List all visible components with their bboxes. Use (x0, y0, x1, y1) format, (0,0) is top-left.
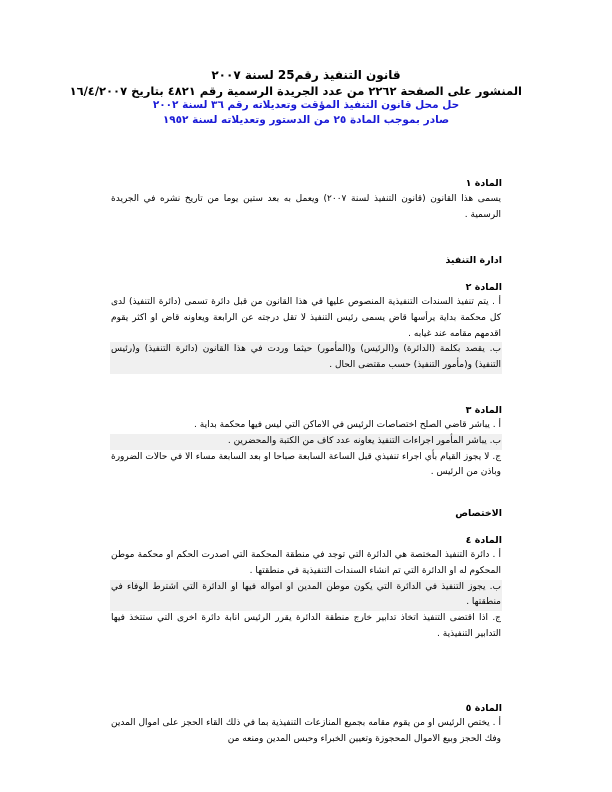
article-1-title: المادة ١ (465, 178, 502, 189)
article-3-paragraph-a: أ . يباشر قاضي الصلح اختصاصات الرئيس في الاماكن التي ليس فيها محكمة بداية . (194, 420, 501, 430)
article-2-paragraph-a: أ . يتم تنفيذ السندات التنفيذية المنصوص عليها في هذا القانون من قبل دائرة تسمى (دائرة التنفيذ) لدى كل محكمة بداية يرأسها قاض يسمى رئيس التنفيذ لا تقل درجته عن الرابعة ويعاونه قاض او اكثر يقوم اقدمهم مقامه عند غيابه . (111, 297, 501, 339)
article-1-paragraph: يسمى هذا القانون (قانون التنفيذ لسنة ٢٠٠٧) ويعمل به بعد ستين يوما من تاريخ نشره في الجريدة الرسمية . (111, 194, 501, 220)
article-4-paragraph-c: ج. اذا اقتضى التنفيذ اتخاذ تدابير خارج منطقة الدائرة يقرر الرئيس انابة دائرة اخرى التي ستتخذ فيها التدابير التنفيذية . (111, 613, 501, 639)
issued-line: صادر بموجب المادة ٢٥ من الدستور وتعديلاته لسنة ١٩٥٢ (162, 114, 450, 126)
law-title: قانون التنفيذ رقم25 لسنة ٢٠٠٧ (211, 68, 401, 82)
article-4-body (110, 548, 502, 643)
article-2-paragraph-b: ب. يقصد بكلمة (الدائرة) و(الرئيس) و(المأمور) حيثما وردت في هذا القانون (دائرة التنفيذ) و(رئيس التنفيذ) و(مأمور التنفيذ) حسب مقتضى الحال . (110, 342, 502, 374)
replaces-line: حل محل قانون التنفيذ المؤقت وتعديلاته رقم ٣٦ لسنة ٢٠٠٢ (152, 99, 460, 111)
article-5-paragraph-a: أ . يختص الرئيس او من يقوم مقامه بجميع المنازعات التنفيذية بما في ذلك القاء الحجز على اموال المدين وفك الحجز وبيع الاموال المحجوزة وتعيين الخبراء وحبس المدين ومنعه من (111, 718, 501, 744)
article-3-body (110, 418, 502, 481)
article-1-body (110, 192, 502, 224)
section-heading-jurisdiction: الاختصاص (455, 508, 502, 519)
article-2-title: المادة ٢ (465, 282, 502, 293)
article-3-title: المادة ٣ (465, 405, 502, 416)
article-4-paragraph-b: ب. يجوز التنفيذ في الدائرة التي يكون موطن المدين او امواله فيها او الدائرة التي اشترط الوفاء في منطقتها . (110, 580, 502, 612)
article-3-paragraph-b: ب. يباشر المأمور اجراءات التنفيذ يعاونه عدد كاف من الكتبة والمحضرين . (110, 434, 502, 450)
section-heading-administration: ادارة التنفيذ (445, 255, 502, 266)
article-5-body (110, 716, 502, 748)
article-2-body (110, 295, 502, 374)
article-3-paragraph-c: ج. لا يجوز القيام بأي اجراء تنفيذي قبل الساعة السابعة صباحا او بعد السابعة مساء الا في حالات الضرورة وباذن من الرئيس . (111, 451, 501, 478)
article-4-title: المادة ٤ (465, 535, 502, 546)
article-4-paragraph-a: أ . دائرة التنفيذ المختصة هي الدائرة التي توجد في منطقة المحكمة التي اصدرت الحكم او محكمة موطن المحكوم له او الدائرة التي تم انشاء السندات التنفيذية في منطقتها . (111, 550, 501, 576)
article-5-title: المادة ٥ (465, 703, 502, 714)
publication-line: المنشور على الصفحة ٢٢٦٢ من عدد الجريدة الرسمية رقم ٤٨٢١ بتاريخ ١٦/٤/٢٠٠٧ (69, 84, 522, 98)
